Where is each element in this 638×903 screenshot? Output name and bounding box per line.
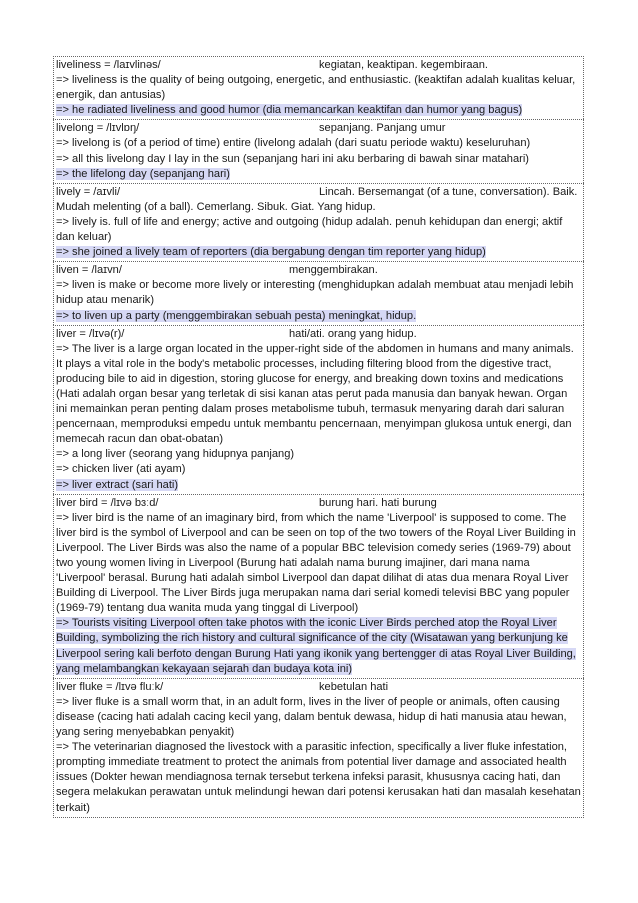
entry-meaning: burung hari. hati burung xyxy=(319,496,437,509)
entry-headword-line xyxy=(56,58,581,73)
entry-headword-line xyxy=(56,496,581,511)
highlighted-text: => to liven up a party (menggembirakan sebuah pesta) meningkat, hidup. xyxy=(56,309,417,322)
highlighted-text: => the lifelong day (sepanjang hari) xyxy=(56,167,230,180)
dictionary-document xyxy=(53,56,584,818)
entry-term: liver bird = /lɪvə bɜːd/ xyxy=(56,496,159,509)
entry-example-line xyxy=(56,167,581,182)
entry-term: liver fluke = /lɪvə fluːk/ xyxy=(56,680,164,693)
entry-example-line xyxy=(56,200,581,215)
entry-example-line xyxy=(56,511,581,617)
entry-example-line xyxy=(56,447,581,462)
entry-example-line xyxy=(56,740,581,815)
entry-example-line xyxy=(56,278,581,308)
entry-headword-line xyxy=(56,263,581,278)
dictionary-entry xyxy=(53,119,584,182)
entry-example-line xyxy=(56,616,581,676)
entry-headword-line xyxy=(56,327,581,342)
entry-text: => chicken liver (ati ayam) xyxy=(56,463,186,476)
dictionary-entry xyxy=(53,494,584,678)
entry-text: => liven is make or become more lively or interesting (menghidupkan adalah membuat atau menjadi lebih hidup atau menarik) xyxy=(56,279,574,307)
entry-term: livelong = /lɪvlɒŋ/ xyxy=(56,122,140,135)
highlighted-text: => liver extract (sari hati) xyxy=(56,478,179,491)
entry-example-line xyxy=(56,136,581,151)
entry-example-line xyxy=(56,103,581,118)
entry-meaning: Lincah. Bersemangat (of a tune, conversation). Baik. xyxy=(319,185,578,198)
entry-meaning: menggembirakan. xyxy=(289,264,378,277)
entry-text: => a long liver (seorang yang hidupnya panjang) xyxy=(56,448,295,461)
entry-term: lively = /aɪvli/ xyxy=(56,185,121,198)
entry-example-line xyxy=(56,478,581,493)
entry-text: Mudah melenting (of a ball). Cemerlang. Sibuk. Giat. Yang hidup. xyxy=(56,200,376,213)
entry-text: => lively is. full of life and energy; active and outgoing (hidup adalah. penuh kehidupan dan energi; aktif dan keluar) xyxy=(56,215,563,244)
entry-example-line xyxy=(56,309,581,324)
entry-example-line xyxy=(56,215,581,245)
entry-headword-line xyxy=(56,121,581,136)
dictionary-entry xyxy=(53,261,584,324)
entry-example-line xyxy=(56,695,581,740)
entry-text: => all this livelong day I lay in the sun (sepanjang hari ini aku berbaring di bawah sinar matahari) xyxy=(56,152,529,165)
entry-example-line xyxy=(56,245,581,260)
highlighted-text: => she joined a lively team of reporters (dia bergabung dengan tim reporter yang hidup) xyxy=(56,246,486,259)
entry-example-line xyxy=(56,73,581,103)
entry-term: liveliness = /laɪvlinəs/ xyxy=(56,59,161,71)
entry-text: => liver bird is the name of an imaginary bird, from which the name 'Liverpool' is supposed to come. The liver bird is the symbol of Liverpool and can be seen on top of the two towers of the Royal Liver Building in Liverpool. The Liver Birds was also the name of a popular BBC television comedy series (1969-79) about two young women living in Liverpool (Burung hati adalah nama burung imajiner, dari mana nama 'Liverpool' berasal. Burung hati adalah simbol Liverpool dan dapat dilihat di atas dua menara Royal Liver Building di Liverpool. The Liver Birds juga merupakan nama dari serial komedi televisi BBC yang populer (1969-79) tentang dua wanita muda yang tinggal di Liverpool) xyxy=(56,511,576,615)
entry-example-line xyxy=(56,342,581,448)
entry-meaning: sepanjang. Panjang umur xyxy=(319,122,446,135)
dictionary-entry xyxy=(53,56,584,119)
entry-text: => liveliness is the quality of being outgoing, energetic, and enthusiastic. (keaktifan adalah kualitas keluar, energik, dan antusias) xyxy=(56,74,576,102)
entry-example-line xyxy=(56,152,581,167)
entry-text: => liver fluke is a small worm that, in an adult form, lives in the liver of people or animals, often causing disease (cacing hati adalah cacing kecil yang, dalam bentuk dewasa, hidup di hati manusia atau hewan, yang sering menyebabkan penyakit) xyxy=(56,695,567,739)
entry-headword-line xyxy=(56,185,581,200)
entry-meaning: kegiatan, keaktipan. kegembiraan. xyxy=(319,59,488,71)
entry-text: => The liver is a large organ located in the upper-right side of the abdomen in humans and many animals. It plays a vital role in the body's metabolic processes, including filtering blood from the digestive tract, producing bile to aid in digestion, storing glucose for energy, and breaking down toxins and medications (Hati adalah organ besar yang terletak di sisi kanan atas perut pada manusia dan banyak hewan. Organ ini memainkan peran penting dalam proses metabolisme tubuh, termasuk menyaring darah dari saluran pencernaan, memproduksi empedu untuk membantu pencernaan, menyimpan glukosa untuk energi, dan memecah racun dan obat-obatan) xyxy=(56,342,574,446)
dictionary-entry xyxy=(53,183,584,261)
entry-text: => livelong is (of a period of time) entire (livelong adalah (dari suatu periode waktu) keseluruhan) xyxy=(56,137,531,150)
dictionary-entry xyxy=(53,325,584,494)
entry-meaning: kebetulan hati xyxy=(319,680,389,693)
entry-meaning: hati/ati. orang yang hidup. xyxy=(289,327,417,340)
entry-headword-line xyxy=(56,680,581,695)
entry-term: liven = /laɪvn/ xyxy=(56,264,122,277)
entry-example-line xyxy=(56,462,581,477)
entry-text: => The veterinarian diagnosed the livestock with a parasitic infection, specifically a liver fluke infestation, prompting immediate treatment to protect the animals from potential liver damage and associated health issues (Dokter hewan mendiagnosa ternak tersebut terkena infeksi parasit, khususnya cacing hati, dan segera melakukan perawatan untuk melindungi hewan dari potensi kerusakan hati dan masalah kesehatan terkait) xyxy=(56,741,581,814)
dictionary-entry xyxy=(53,678,584,818)
highlighted-text: => he radiated liveliness and good humor (dia memancarkan keaktifan dan humor yang bagus) xyxy=(56,104,523,117)
entry-term: liver = /lɪvə(r)/ xyxy=(56,327,125,340)
highlighted-text: => Tourists visiting Liverpool often take photos with the iconic Liver Birds perched atop the Royal Liver Building, symbolizing the rich history and cultural significance of the city (Wisatawan yang berkunjung ke Liverpool sering kali berfoto dengan Burung Hati yang ikonik yang bertengger di atas Royal Liver Building, yang melambangkan kekayaan sejarah dan budaya kota ini) xyxy=(56,617,576,675)
